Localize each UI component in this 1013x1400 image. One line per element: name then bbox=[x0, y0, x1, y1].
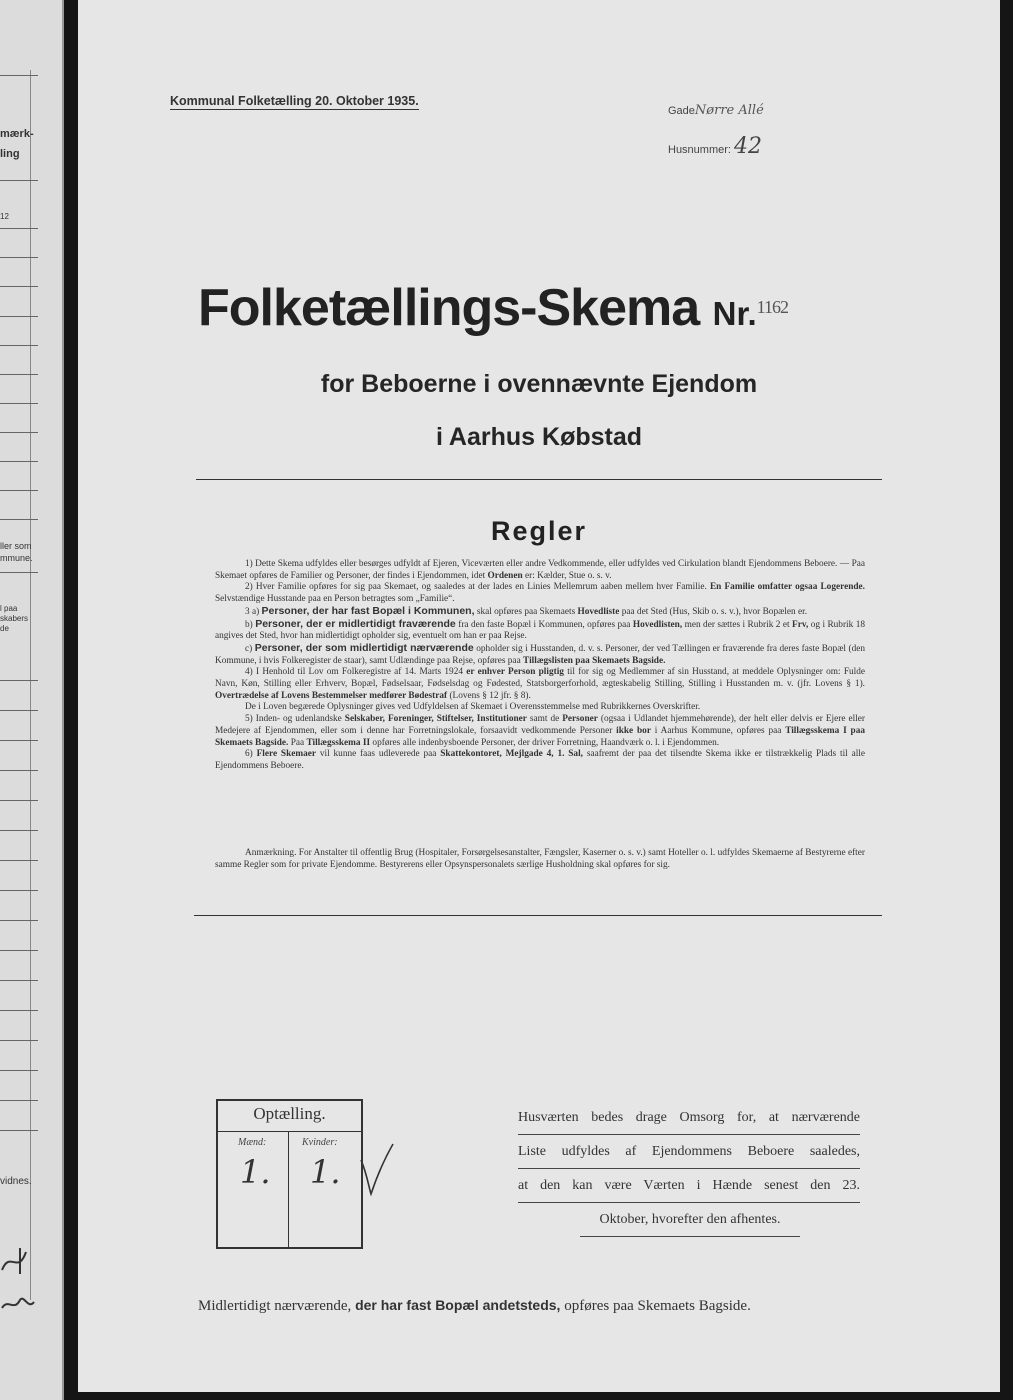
facing-page-rule bbox=[0, 1130, 38, 1131]
handwritten-scribble bbox=[0, 1240, 40, 1320]
facing-page-fragment: vidnes. bbox=[0, 1176, 32, 1187]
rule-1 bbox=[215, 559, 865, 582]
rule-4-note bbox=[215, 702, 865, 714]
facing-page-fragment: l paa bbox=[0, 604, 18, 613]
rule-text: saafremt der paa det tilsendte Skema ikke er tilstrækkelig Plads til alle Ejendommens Beboere. bbox=[215, 749, 866, 771]
rule-5 bbox=[215, 714, 865, 749]
count-box-column-divider bbox=[288, 1131, 289, 1247]
form-title-main: Folketællings-Skema bbox=[198, 279, 700, 337]
census-header: Kommunal Folketælling 20. Oktober 1935. bbox=[170, 94, 419, 108]
facing-page-rule bbox=[0, 461, 38, 462]
rule-text: opholder sig i Husstanden, d. v. s. Personer, der ved Tællingen er fraværende fra deres faste Bopæl (den Kommune, i hvis Folkeregister de staar), samt Udlændinge paa Rejse, opføres paa bbox=[215, 643, 866, 666]
rule-text: Selvstændige Husstande paa en Person betragtes som „Familie“. bbox=[215, 594, 455, 605]
rule-text: 4) I Henhold til Lov om Folkeregistre af 14. Marts 1924 bbox=[245, 667, 464, 678]
rule-text: 5) Inden- og udenlandske bbox=[245, 714, 342, 725]
facing-page-rule bbox=[0, 740, 38, 741]
house-number-field bbox=[668, 134, 762, 159]
facing-page-rule bbox=[0, 1100, 38, 1101]
house-number-label: Husnummer: bbox=[668, 144, 731, 156]
count-box-divider bbox=[218, 1131, 361, 1132]
rule-text: 6) bbox=[245, 749, 253, 760]
rule-text-bold: Personer, der er midlertidigt fraværende bbox=[255, 617, 456, 630]
form-subtitle-city: i Aarhus Købstad bbox=[435, 423, 643, 451]
rule-2 bbox=[215, 582, 865, 605]
rule-text: c) bbox=[245, 643, 253, 654]
rule-text-bold: Personer, der har fast Bopæl i Kommunen, bbox=[261, 604, 475, 617]
facing-page-fragment: mmune. bbox=[0, 553, 33, 563]
form-number-label: Nr. bbox=[712, 295, 757, 332]
rule-text: 2) Hver Familie opføres for sig paa Skemaet, og saaledes at der lades en Linies Mellemrum aaben mellem hver Familie. bbox=[245, 582, 707, 593]
rule-text-bold: Tillægsskema II bbox=[306, 737, 371, 748]
section-divider bbox=[194, 915, 882, 916]
facing-page-rule bbox=[0, 800, 38, 801]
house-number-value: 42 bbox=[734, 134, 763, 159]
form-subtitle: for Beboerne i ovennævnte Ejendom bbox=[320, 370, 758, 398]
rule-text-bold: Personer bbox=[562, 714, 598, 725]
rule-text: vil kunne faas udleverede paa bbox=[319, 749, 437, 760]
facing-page-rule bbox=[0, 770, 38, 771]
facing-page-rule bbox=[0, 432, 38, 433]
facing-page-rule bbox=[0, 710, 38, 711]
facing-page-rule bbox=[0, 257, 38, 258]
footer-note bbox=[198, 1297, 751, 1315]
rule-text: De i Loven begærede Oplysninger gives ved Udfyldelsen af Skemaet i Overensstemmelse med Rubrikkernes Overskrifter. bbox=[245, 702, 701, 713]
facing-page-rule bbox=[0, 374, 38, 375]
facing-page-rule bbox=[0, 75, 38, 76]
facing-page-rule bbox=[0, 286, 38, 287]
facing-page-rule bbox=[0, 1070, 38, 1071]
facing-page-rule bbox=[0, 1010, 38, 1011]
rule-6 bbox=[215, 749, 865, 772]
facing-page-rule bbox=[0, 316, 38, 317]
rule-4 bbox=[215, 667, 865, 702]
men-label: Mænd: bbox=[238, 1137, 267, 1148]
rule-text: (ogsaa i Udlandet hjemmehørende), der helt eller delvis er Ejere eller Medejere af Ejendommen, eller som i denne har Forretningslokale, forsaavidt vedkommende Personer bbox=[215, 714, 865, 736]
rule-text-bold: Hovedliste bbox=[577, 606, 620, 617]
count-box bbox=[216, 1099, 363, 1249]
facing-page-fragment: ling bbox=[0, 148, 20, 160]
footer-text: Midlertidigt nærværende, bbox=[198, 1298, 352, 1314]
men-count: 1. bbox=[240, 1153, 271, 1191]
rule-text: i Aarhus Kommune, opføres paa bbox=[654, 725, 782, 736]
facing-page-edge bbox=[0, 0, 64, 1400]
rule-text-bold: En Familie omfatter ogsaa Logerende. bbox=[709, 582, 865, 593]
rule-text: Paa bbox=[290, 737, 305, 748]
street-value: Nørre Allé bbox=[694, 103, 764, 118]
title-divider bbox=[196, 479, 882, 480]
facing-page-rule bbox=[0, 680, 38, 681]
rule-text-bold: er enhver Person pligtig bbox=[466, 667, 564, 678]
facing-page-rule bbox=[0, 403, 38, 404]
count-box-title: Optælling. bbox=[253, 1104, 326, 1123]
rule-text: til for sig og Medlemmer af sin Husstand, at meddele Oplysninger om: Fulde Navn, Køn, Stilling eller Erhverv, Bopæl, Fødselsaar, Fødselsdag og Fødested, Statsborgerforhold, ægteskabelig Stilling, Stilling i Husstanden m. v. (jfr. Lovens § 1). bbox=[215, 667, 866, 690]
rule-text: 1) Dette Skema udfyldes eller besørges udfyldt af Ejeren, Viceværten eller andre Vedkommende, eller udfyldes ved Cirkulation blandt Ejendommens Beboere. — Paa Skemaet opføres de Familier og Personer, der findes i Ejendommen, idet bbox=[215, 559, 865, 581]
rule-text-bold: Selskaber, Foreninger, Stiftelser, Institutioner bbox=[344, 714, 527, 725]
form-number-value: 1162 bbox=[756, 297, 788, 317]
rule-text: fra den faste Bopæl i Kommunen, opføres paa bbox=[458, 619, 631, 630]
facing-page-rule bbox=[0, 860, 38, 861]
rule-text: 3 a) bbox=[245, 606, 260, 617]
facing-page-rule bbox=[0, 490, 38, 491]
facing-page-rule bbox=[0, 920, 38, 921]
check-mark-icon bbox=[359, 1140, 395, 1200]
rule-text-bold: Frv, bbox=[792, 619, 809, 630]
rule-text-bold: Overtrædelse af Lovens Bestemmelser medfører Bødestraf bbox=[215, 690, 448, 701]
rule-text-bold: Flere Skemaer bbox=[256, 749, 317, 760]
footer-text-bold: der har fast Bopæl andetsteds, bbox=[355, 1297, 561, 1313]
facing-page-rule bbox=[0, 1040, 38, 1041]
rule-text: paa det Sted (Hus, Skib o. s. v.), hvor Bopælen er. bbox=[621, 606, 808, 617]
rules-text bbox=[215, 559, 865, 773]
rule-text: men der sættes i Rubrik 2 et bbox=[684, 619, 790, 630]
rule-text-bold: ikke bor bbox=[616, 725, 651, 736]
rule-text: er: Kælder, Stue o. s. v. bbox=[524, 570, 612, 581]
facing-page-rule bbox=[0, 228, 38, 229]
facing-page-fragment: mærk- bbox=[0, 128, 34, 140]
rule-text: b) bbox=[245, 619, 253, 630]
facing-page-fragment: skabers bbox=[0, 614, 29, 623]
women-label: Kvinder: bbox=[302, 1137, 338, 1148]
rule-text-bold: Personer, der som midlertidigt nærværende bbox=[254, 641, 474, 654]
rule-text: opføres alle indenbysboende Personer, der driver Forretning, Haandværk o. l. i Ejendommen. bbox=[372, 737, 720, 748]
facing-page-rule bbox=[0, 980, 38, 981]
street-field bbox=[668, 103, 764, 118]
facing-page-rule bbox=[0, 519, 38, 520]
facing-page-column-rule bbox=[30, 70, 31, 1300]
census-form-page bbox=[78, 0, 1000, 1392]
rule-text-bold: Ordenen bbox=[487, 570, 523, 581]
host-notice-line: Liste udfyldes af Ejendommens Beboere saaledes, bbox=[518, 1135, 860, 1169]
host-notice-line: Oktober, hvorefter den afhentes. bbox=[580, 1203, 800, 1237]
host-notice-line: at den kan være Værten i Hænde senest den 23. bbox=[518, 1169, 860, 1203]
host-notice bbox=[518, 1101, 860, 1237]
facing-page-rule bbox=[0, 830, 38, 831]
rule-text-bold: Tillægsskema I paa Skemaets Bagside. bbox=[215, 725, 865, 748]
rule-text: og i Rubrik 18 angives det Sted, hvor han midlertidigt opholder sig, eventuelt om han er paa Rejse. bbox=[215, 619, 866, 642]
women-count: 1. bbox=[310, 1153, 341, 1191]
note-label: Anmærkning. bbox=[245, 848, 297, 858]
street-label: Gade bbox=[668, 105, 695, 117]
facing-page-rule bbox=[0, 950, 38, 951]
rule-text-bold: Skattekontoret, Mejlgade 4, 1. Sal, bbox=[440, 749, 583, 760]
rule-3b bbox=[215, 619, 865, 643]
facing-page-rule bbox=[0, 890, 38, 891]
facing-page-fragment: de bbox=[0, 624, 9, 633]
rule-3c bbox=[215, 643, 865, 667]
facing-page-rule bbox=[0, 345, 38, 346]
rule-text-bold: Hovedlisten, bbox=[632, 619, 683, 630]
host-notice-line: Husværten bedes drage Omsorg for, at nærværende bbox=[518, 1101, 860, 1135]
rule-text: samt de bbox=[529, 714, 560, 725]
rule-text: (Lovens § 12 jfr. § 8). bbox=[449, 690, 531, 701]
note-section bbox=[215, 848, 865, 871]
facing-page-fragment: 12 bbox=[0, 212, 9, 221]
rule-text: skal opføres paa Skemaets bbox=[476, 606, 576, 617]
footer-text: opføres paa Skemaets Bagside. bbox=[564, 1298, 751, 1314]
note-text: For Anstalter til offentlig Brug (Hospitaler, Forsørgelsesanstalter, Fængsler, Kaserner o. s. v.) samt Hoteller o. l. udfyldes Skemaerne af Bestyrerne efter samme Regler som for private Ejendomme. Bestyrerens eller Opsynspersonalets særlige Husholdning skal opføres for sig. bbox=[215, 848, 865, 870]
facing-page-fragment: ller som bbox=[0, 541, 32, 551]
facing-page-rule bbox=[0, 180, 38, 181]
form-title bbox=[198, 278, 788, 338]
facing-page-rule bbox=[0, 572, 38, 573]
rule-text-bold: Tillægslisten paa Skemaets Bagside. bbox=[523, 655, 666, 666]
rules-heading: Regler bbox=[490, 516, 588, 546]
